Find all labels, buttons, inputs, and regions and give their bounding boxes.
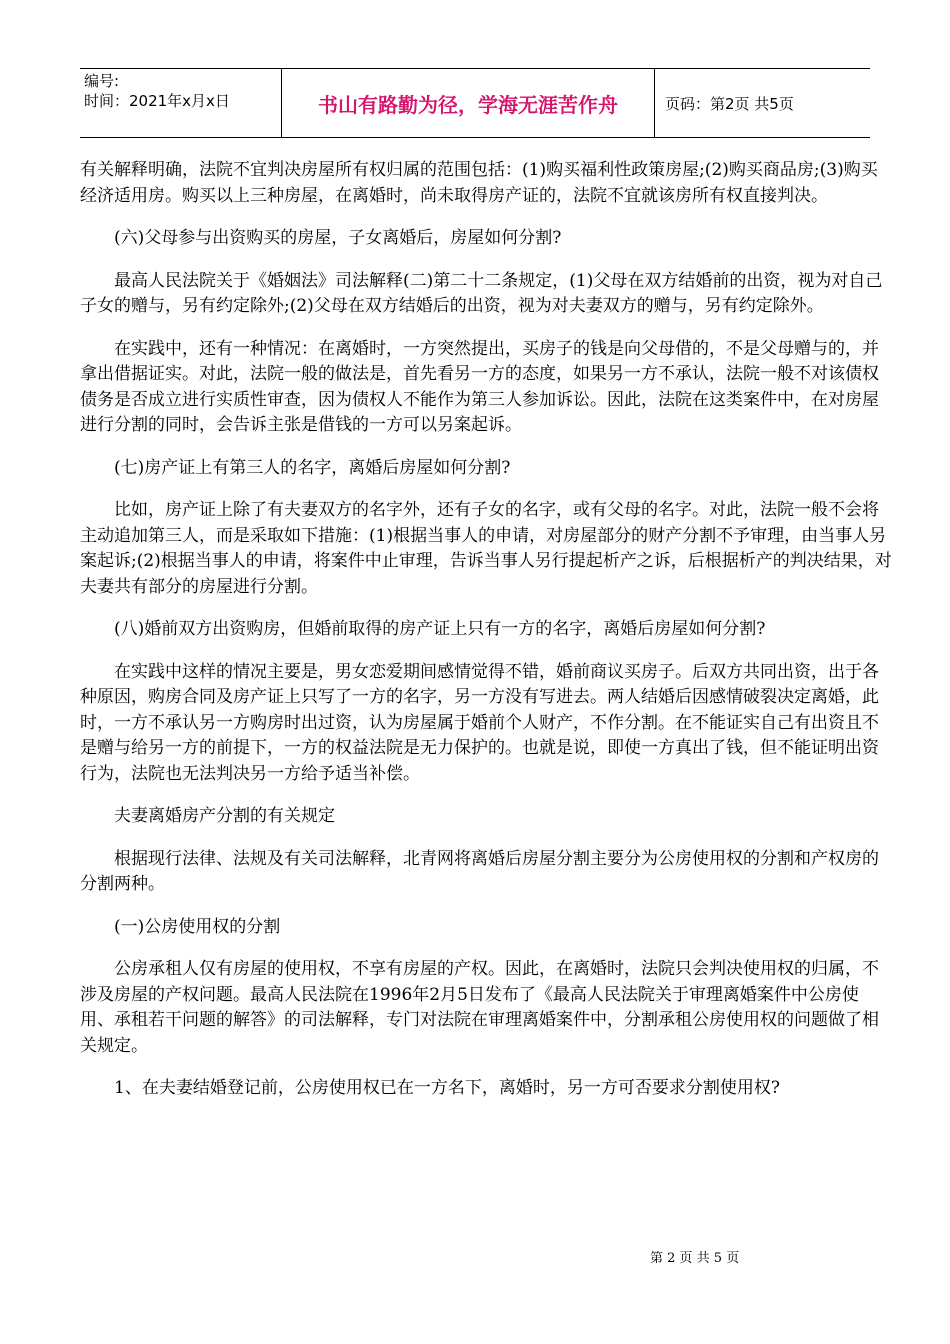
- page-header: [80, 68, 870, 138]
- paragraph: 在实践中，还有一种情况：在离婚时，一方突然提出，买房子的钱是向父母借的，不是父母赠与的，并拿出借据证实。对此，法院一般的做法是，首先看另一方的态度，如果另一方不承认，法院一般不对该债权债务是否成立进行实质性审查，因为债权人不能作为第三人参加诉讼。因此，法院在这类案件中，在对房屋进行分割的同时，会告诉主张是借钱的一方可以另案起诉。: [80, 338, 879, 435]
- document-date: 时间：2021年x月x日: [84, 92, 230, 110]
- paragraph: 根据现行法律、法规及有关司法解释，北青网将离婚后房屋分割主要分为公房使用权的分割和产权房的分割两种。: [80, 848, 879, 894]
- paragraph: 公房承租人仅有房屋的使用权，不享有房屋的产权。因此，在离婚时，法院只会判决使用权的归属，不涉及房屋的产权问题。最高人民法院在1996年2月5日发布了《最高人民法院关于审理离婚案件中公房使用、承租若干问题的解答》的司法解释，专门对法院在审理离婚案件中，分割承租公房使用权的问题做了相关规定。: [80, 959, 879, 1056]
- section-heading: (一)公房使用权的分割: [114, 916, 281, 937]
- document-body: [80, 158, 892, 1119]
- header-page-info: 页码：第2页 共5页: [665, 94, 794, 113]
- question-heading: 1、在夫妻结婚登记前，公房使用权已在一方名下，离婚时，另一方可否要求分割使用权?: [114, 1078, 780, 1098]
- header-motto: 书山有路勤为径，学海无涯苦作舟: [282, 69, 655, 137]
- paragraph: 比如，房产证上除了有夫妻双方的名字外，还有子女的名字，或有父母的名字。对此，法院一般不会将主动追加第三人，而是采取如下措施：(1)根据当事人的申请，对房屋部分的财产分割不予审理，由当事人另案起诉;(2)根据当事人的申请，将案件中止审理，告诉当事人另行提起析产之诉，后根据析产的判决结果，对夫妻共有部分的房屋进行分割。: [80, 500, 892, 597]
- paragraph: 最高人民法院关于《婚姻法》司法解释(二)第二十二条规定，(1)父母在双方结婚前的出资，视为对自己子女的赠与，另有约定除外;(2)父母在双方结婚后的出资，视为对夫妻双方的赠与，另有约定除外。: [80, 270, 883, 316]
- document-number-label: 编号:: [84, 72, 120, 90]
- section-heading: (六)父母参与出资购买的房屋，子女离婚后，房屋如何分割?: [114, 228, 562, 248]
- section-heading: 夫妻离婚房产分割的有关规定: [114, 806, 335, 826]
- header-meta: [80, 69, 282, 137]
- section-heading: (八)婚前双方出资购房，但婚前取得的房产证上只有一方的名字，离婚后房屋如何分割?: [114, 619, 766, 639]
- page-footer: 第 2 页 共 5 页: [650, 1251, 740, 1266]
- paragraph: 在实践中这样的情况主要是，男女恋爱期间感情觉得不错，婚前商议买房子。后双方共同出资，出于各种原因，购房合同及房产证上只写了一方的名字，另一方没有写进去。两人结婚后因感情破裂决定离婚，此时，一方不承认另一方购房时出过资，认为房屋属于婚前个人财产，不作分割。在不能证实自己有出资且不是赠与给另一方的前提下，一方的权益法院是无力保护的。也就是说，即使一方真出了钱，但不能证明出资行为，法院也无法判决另一方给予适当补偿。: [80, 661, 879, 784]
- paragraph: 有关解释明确，法院不宜判决房屋所有权归属的范围包括：(1)购买福利性政策房屋;(2)购买商品房;(3)购买经济适用房。购买以上三种房屋，在离婚时，尚未取得房产证的，法院不宜就该房所有权直接判决。: [80, 160, 878, 206]
- section-heading: (七)房产证上有第三人的名字，离婚后房屋如何分割?: [114, 457, 511, 478]
